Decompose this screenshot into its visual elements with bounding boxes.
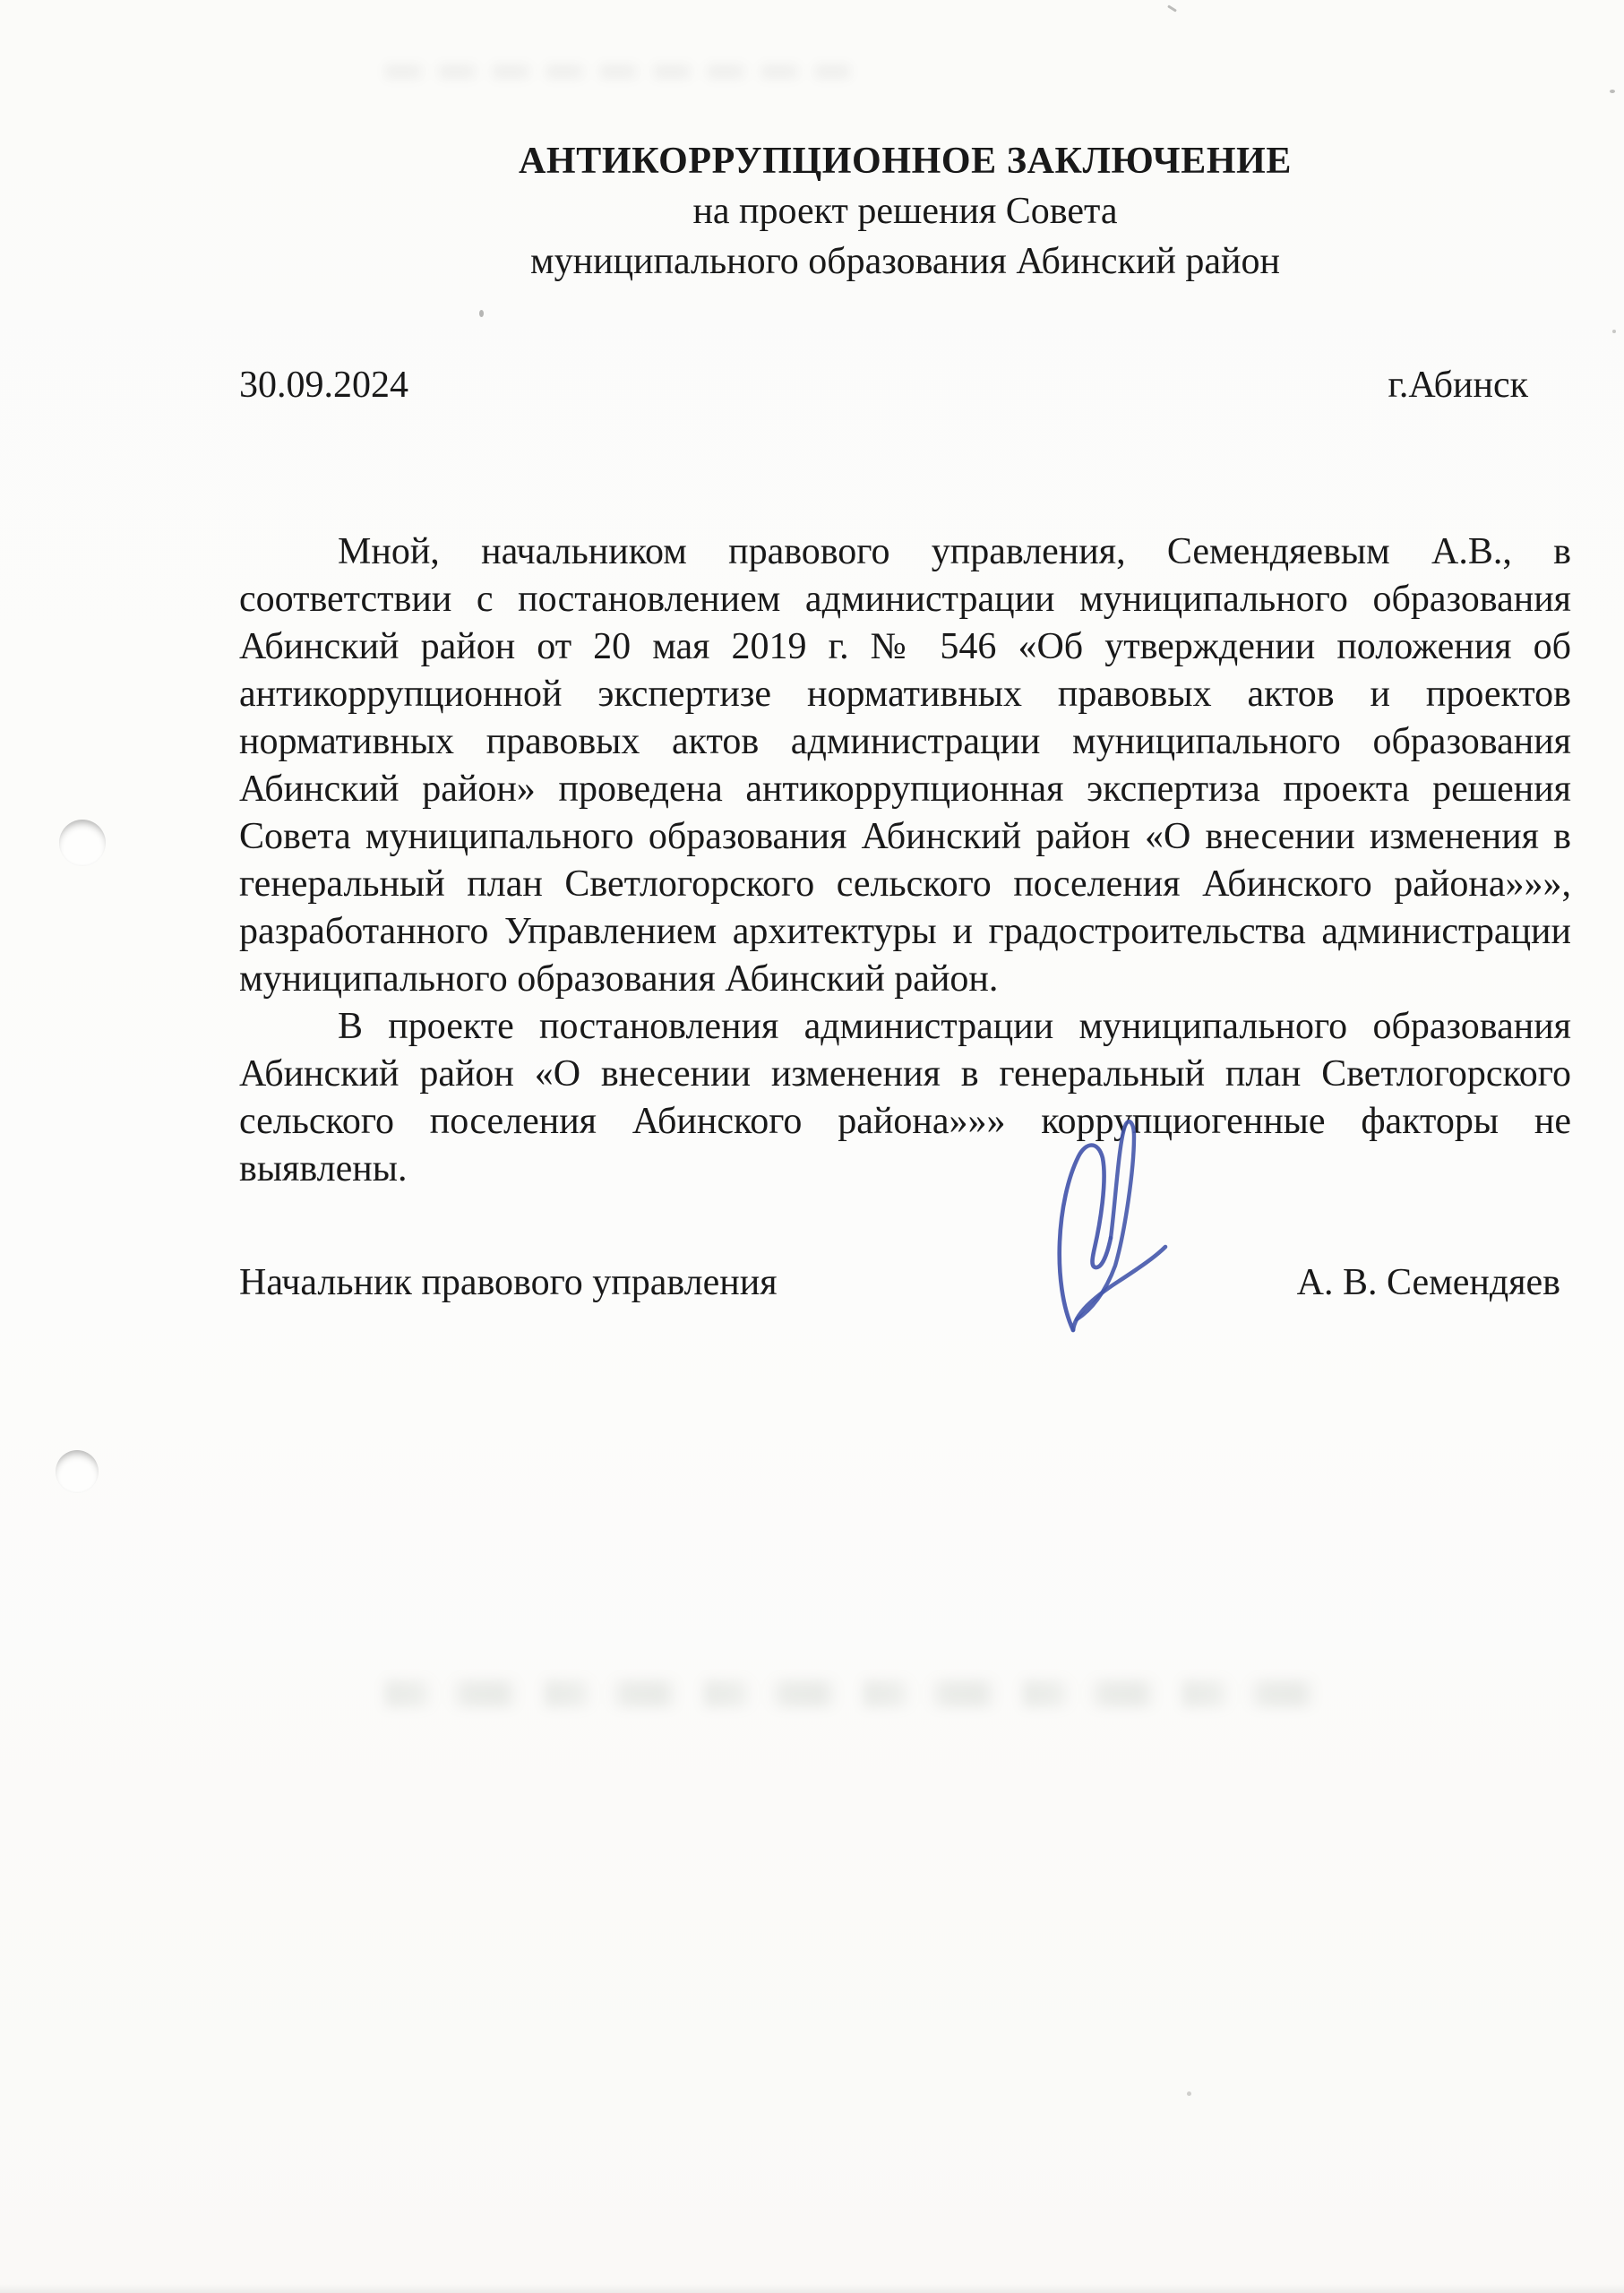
document-body (239, 528, 1571, 1193)
document-subtitle-line-2: муниципального образования Абинский район (530, 241, 1280, 282)
scan-speck (1610, 90, 1615, 93)
scan-smudge (385, 64, 851, 79)
body-paragraph-2: В проекте постановления администрации муниципального образования Абинский район «О внесении изменения в генеральный план Светлогорского сельского поселения Абинского района»»» коррупциогенные факторы не выявлены. (239, 1006, 1571, 1189)
document-place: г.Абинск (1388, 365, 1528, 406)
hole-punch-bottom (56, 1450, 99, 1493)
signatory-position: Начальник правового управления (239, 1262, 778, 1303)
hole-punch-top (59, 820, 106, 866)
scan-speck (1167, 4, 1177, 12)
bleed-through-ghost-text (385, 1680, 1317, 1707)
scan-speck (1612, 330, 1616, 333)
document-title: АНТИКОРРУПЦИОННОЕ ЗАКЛЮЧЕНИЕ (519, 141, 1292, 182)
handwritten-signature-ink (1021, 1106, 1191, 1366)
document-date: 30.09.2024 (239, 365, 408, 406)
signature-stroke-tail (1073, 1247, 1165, 1330)
body-paragraph-1: Мной, начальником правового управления, Семендяевым А.В., в соответствии с постановлением администрации муниципального образования Абинский район от 20 мая 2019 г. № 546 «Об утверждении положения об антикоррупционной экспертизе нормативных правовых актов и проектов нормативных правовых актов администрации муниципального образования Абинский район» проведена антикоррупционная экспертиза проекта решения Совета муниципального образования Абинский район «О внесении изменения в генеральный план Светлогорского сельского поселения Абинского района»»», разработанного Управлением архитектуры и градостроительства администрации муниципального образования Абинский район. (239, 531, 1571, 1000)
signatory-name: А. В. Семендяев (1296, 1262, 1560, 1303)
document-subtitle-line-1: на проект решения Совета (692, 191, 1118, 232)
signature-stroke-loop (1060, 1146, 1111, 1331)
date-place-row (239, 362, 1571, 409)
signature-row (239, 1259, 1571, 1307)
scan-speck (479, 310, 484, 317)
scan-speck (1187, 2091, 1191, 2096)
document-title-block (239, 136, 1571, 287)
